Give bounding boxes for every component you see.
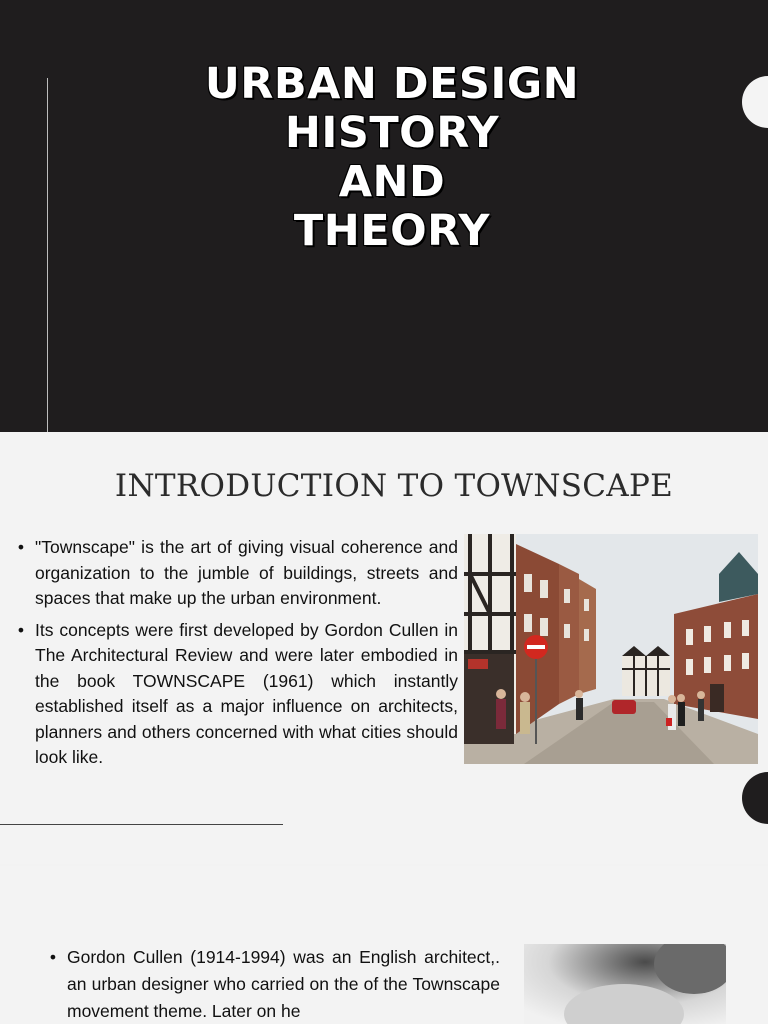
slide-title <box>140 60 644 256</box>
title-line: URBAN DESIGN <box>204 59 580 109</box>
decorative-circle <box>742 76 768 128</box>
list-item <box>14 618 458 771</box>
bullet-text: Its concepts were first developed by Gordon Cullen in The Architectural Review and were later embodied in the book TOWNSCAPE (1961) which instantly established itself as a major influence on architects, planners and others concerned with what cities should look like. <box>35 619 458 767</box>
bullet-icon: • <box>17 619 25 640</box>
bullet-icon: • <box>49 947 57 967</box>
intro-slide <box>0 432 768 864</box>
townscape-street-photo <box>464 534 758 764</box>
vertical-divider <box>47 78 48 432</box>
list-item <box>46 944 500 1024</box>
cullen-slide <box>0 866 768 1024</box>
gordon-cullen-portrait <box>524 944 726 1024</box>
list-item <box>14 535 458 612</box>
decorative-circle <box>742 772 768 824</box>
title-line: HISTORY <box>284 108 500 158</box>
slide-heading: INTRODUCTION TO TOWNSCAPE <box>114 468 674 504</box>
bullet-list <box>14 535 458 777</box>
underline-divider <box>0 824 283 825</box>
title-slide <box>0 0 768 432</box>
title-line: AND <box>338 157 446 207</box>
bullet-text: "Townscape" is the art of giving visual coherence and organization to the jumble of buildings, streets and spaces that make up the urban environment. <box>35 537 458 608</box>
title-line: THEORY <box>293 206 491 256</box>
bullet-list <box>46 944 500 1024</box>
bullet-icon: • <box>17 537 25 557</box>
bullet-text: Gordon Cullen (1914-1994) was an English architect,. an urban designer who carried on the of the Townscape movement theme. Later on he <box>67 947 500 1021</box>
